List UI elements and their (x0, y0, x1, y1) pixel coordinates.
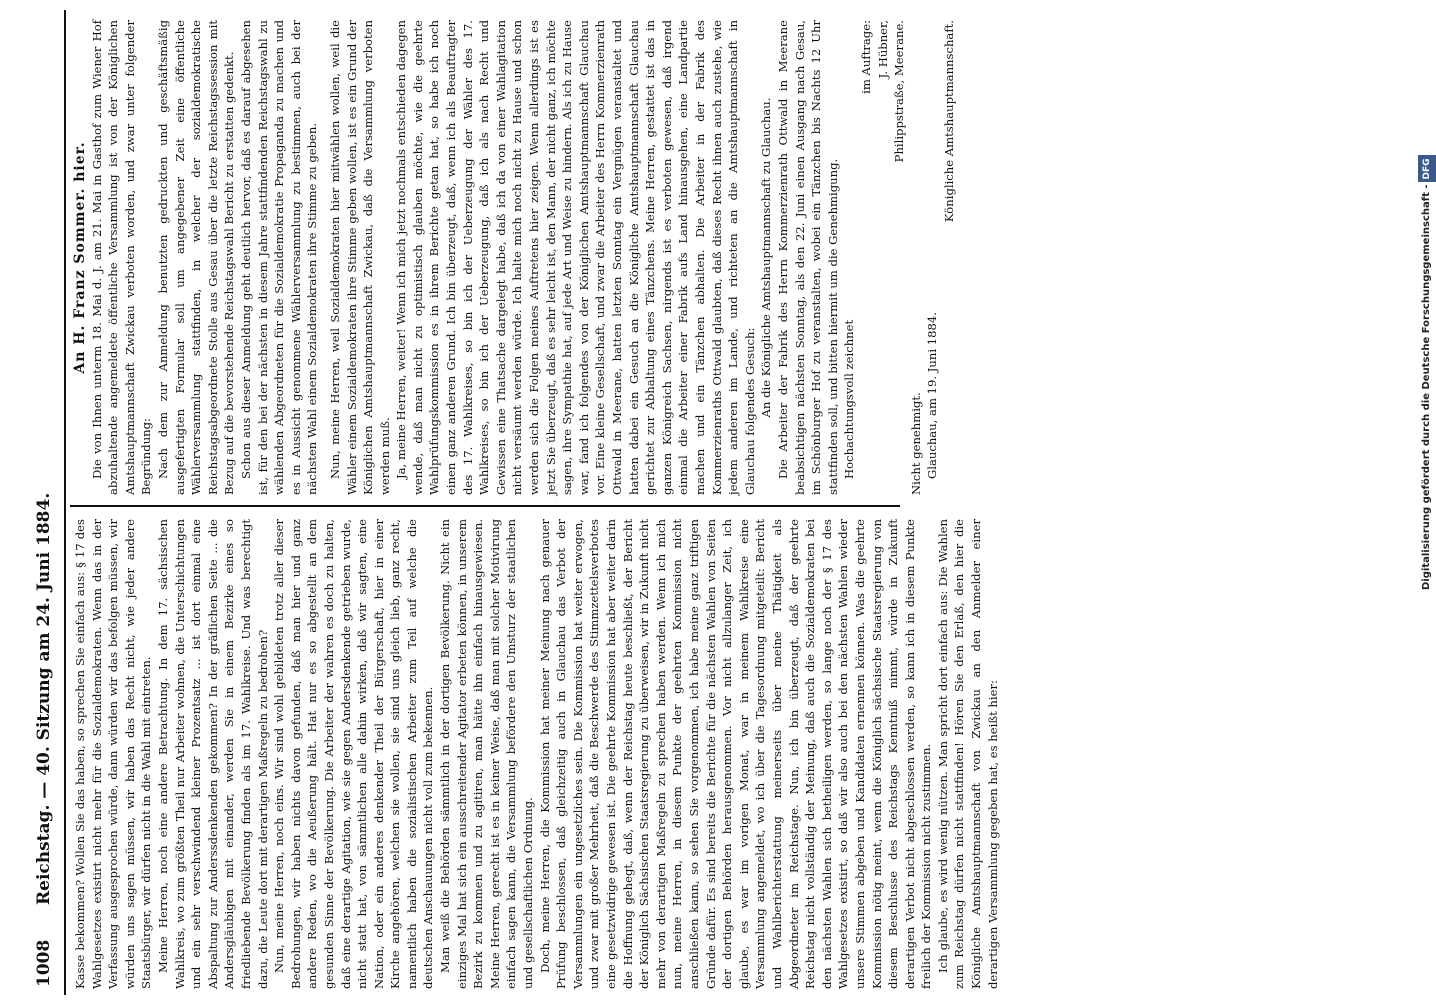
column-divider (70, 505, 900, 507)
paragraph: Meine Herren, noch eine andere Betrachtung. In dem 17. sächsischen Wahlkreis, wo zum größten Theil nur Arbeiter wohnen, die Unterschichtungen und ein sehr verschwindend kleiner Prozentsatz ... ist dort einmal eine Abspaltung zur Anderssdenkenden gekommen? In der gräflichen Seite ... die Andersgläubigen mit einander, werden Sie in einem Bezirke eines so friedliebende Bevölkerung finden als im 17. Wahlkreise. Und was berechtigt dazu, die Leute dort mit derartigen Maßregeln zu bedrohen? (155, 519, 270, 989)
running-head: Reichstag. — 40. Sitzung am 24. Juni 1884. (34, 492, 54, 905)
paragraph: Ich glaube, es wird wenig nützen. Man spricht dort einfach aus: Die Wahlen zum Reichstag dürfen nicht stattfinden! Hören Sie den Erlaß, den hier die Königliche Amtshauptmannschaft von Zwickau an den Anmelder einer derartigen Versammlung gegeben hat, es heißt hier: (935, 519, 1000, 989)
signature-line: im Auftrage: (858, 20, 873, 94)
paragraph: Nun, meine Herren, noch eins. Wir sind wohl gebildeten trotz aller dieser Bedrohungen, wir haben nichts davon gefunden, daß man hier und ganz andere Reden, wo die Aeußerung hält. Hat nur es so abgestellt an dem gesunden Sinne der Bevölkerung. Die Arbeiter der wahren es doch zu halten, daß eine derartige Agitation, wie sie gegen Andersdenkende getrieben wurde, nicht statt hat, von sämmtlichen alle dahin wirken, daß wir sagten, eine Nation, oder ein anderes denkender Theil der Bürgerschaft, hier in einer Kirche angehören, welchen sie wollen, sie sind uns gleich lieb, ganz recht, namentlich haben die sozialistischen Arbeiter zum Teil auf welche die deutschen Anschauungen nicht voll zum bekennen. (272, 519, 436, 989)
letter-address: An H. Franz Sommer. hier. (72, 141, 88, 374)
paragraph: Man weiß die Behörden sämmtlich in der dortigen Bevölkerung. Nicht ein einziges Mal hat sich ein ausschreitender Agitator erbeten können, in unserem Bezirk zu kommen und zu agitiren, man hätte ihn einfach hinausgewiesen. Meine Herren, gerecht ist es in keiner Weise, daß man mit solcher Motivirung einfach sagen kann, die Versammlung befördere den Umsturz der staatlichen und gesellschaftlichen Ordnung. (438, 519, 536, 989)
paragraph: Ja, meine Herren, weiter! Wenn ich mich jetzt nochmals entschieden dagegen wende, daß man nicht zu optimistisch glauben möchte, wie die geehrte Wahlprüfungskommission es in ihrem Berichte getan hat, so habe ich noch einen ganz anderen Grund. Ich bin überzeugt, daß, wenn ich als Beauftragter des 17. Wahlkreises, so bin ich der Ueberzeugung der Wähler des 17. Wahlkreises, so bin ich der Ueberzeugung, daß ich als nach Recht und Gewissen eine Thatsache dargelegt habe, daß ich da von einer Wahlagitation nicht versäumt werden würde. Ich halte mich noch nicht zu Hause und schon werden sich die Folgen meines Auftretens hier zeigen. Wenn allerdings ist es jetzt Sie überzeugt, daß es sehr leicht ist, den Mann, der nicht ganz, ich möchte sagen, ihre Sympathie hat, auf jede Art und Weise zu hindern. Als ich zu Hause war, fand ich folgendes von der Königlichen Amtshauptmannschaft Glauchau vor. Eine kleine Gesellschaft, und zwar die Arbeiter des Herrn Kommerzienrath Ottwald in Meerane, hatten letzten Sonntag ein Vergnügen veranstaltet und hatten dabei ein Gesuch an die Königliche Amtshauptmannschaft Glauchau gerichtet zur Abhaltung eines Tänzchens. Meine Herren, gestattet ist das in ganzen Königreich Sachsen, nirgends ist es verboten gewesen, daß irgend einmal die Arbeiter einer Fabrik aufs Land hinausgehen, eine Landpartie machen und ein Tänzchen abhalten. Die Arbeiter in der Fabrik des Kommerzienraths Ottwald glaubten, daß dieses Recht ihnen auch zustehe, wie jedem anderen im Lande, und richteten an die Amtshauptmannschaft in Glauchau folgendes Gesuch: (394, 20, 757, 495)
closing-line: Nicht genehmigt. (908, 392, 923, 495)
closing-line: Glauchau, am 19. Juni 1884. (925, 312, 940, 479)
paragraph: Schon aus dieser Anmeldung geht deutlich hervor, daß es darauf abgesehen ist, für den bei der nächsten in diesem Jahre stattfindenden Reichstagswahl zu wählenden Abgeordneten für die Sozialdemokratie Propaganda zu machen und es in Aussicht genommene Wählerversammlung zu bestimmen, auch bei der nächsten Wahl einem Sozialdemokraten ihre Stimme zu geben. (238, 20, 320, 495)
dfg-logo: DFG (1418, 155, 1436, 182)
paragraph: Die Arbeiter der Fabrik des Herrn Kommerzienrath Ottwald in Meerane beabsichtigen nächsten Sonntag, als den 22. Juni einen Ausgang nach Gesau, im Schönburger Hof zu veranstalten, wobei ein Tänzchen bis Nachts 12 Uhr stattfinden soll, und bitten hiermit um die Genehmigung. (775, 20, 840, 495)
signature-line: J. Hübner, (875, 20, 890, 79)
header-rule (64, 10, 66, 995)
paragraph: Die von Ihnen unterm 18. Mai d. J. am 21. Mai in Gasthof zum Wiener Hof abzuhaltende angemeldete öffentliche Versammlung ist von der Königlichen Amtshauptmannschaft Zwickau verboten worden, und zwar unter folgender Begründung: (89, 20, 154, 495)
left-column (72, 519, 1000, 989)
paragraph: Nach dem zur Anmeldung benutzten gedruckten und geschäftsmäßig ausgefertigten Formular soll um angegebener Zeit eine öffentliche Wählerversammlung stattfinden, in welcher der sozialdemokratische Reichstagsabgeordnete Stolle aus Gesau über die letzte Reichstagssession mit Bezug auf die bevorstehende Reichstagswahl Bericht zu erstatten gedenkt. (155, 20, 237, 495)
paragraph: Nun, meine Herren, weil Sozialdemokraten hier mitwählen wollen, weil die Wähler einem Sozialdemokraten ihre Stimme geben wollen, ist es ein Grund der Königlichen Amtshauptmannschaft Zwickau, daß die Versammlung verboten werden muß. (327, 20, 392, 495)
paragraph: Kasse bekommen? Wollen Sie das haben, so sprechen Sie einfach aus: § 17 des Wahlgesetzes existirt nicht mehr für die Sozialdemokraten. Wenn das in der Verfassung ausgesprochen würde, dann würden wir das befolgen müssen, wir würden uns sagen müssen, wir haben das Recht nicht, wie jeder andere Staatsbürger, wir dürfen nicht in die Wahl mit eintreten. (73, 519, 154, 989)
letter-recipient: An die Königliche Amtshauptmannschaft zu Glauchau. (759, 97, 774, 418)
closing-line: Königliche Amtshauptmannschaft. (941, 20, 956, 223)
page-header (28, 10, 68, 995)
signature-line: Philippstraße, Meerane. (892, 20, 907, 163)
right-column (72, 20, 956, 495)
paragraph: Hochachtungsvoll zeichnet (842, 319, 857, 479)
rotated-page-content (20, 10, 1390, 995)
page-number: 1008 (34, 939, 54, 987)
credit-text: Digitalisierung gefördert durch die Deutsche Forschungsgemeinschaft - (1421, 184, 1432, 590)
paragraph: Doch, meine Herren, die Kommission hat meiner Meinung nach genauer Prüfung beschlossen, daß gleichzeitig auch in Glauchau das Verbot der Versammlungen ein ungesetzliches sein. Die Kommission hat weiter erwogen, und zwar mit großer Mehrheit, daß die Beschwerde des Stimmzettelsverbotes eine gesetzwidrige gewesen ist. Die geehrte Kommission hat aber weiter darin die Hoffnung gehegt, daß, wenn der Reichstag heute beschließt, der Bericht der Königlich Sächsischen Staatsregierung zu überweisen, wir in Zukunft nicht mehr von derartigen Maßregeln zu sprechen haben werden. Wenn ich mich nun, meine Herren, in diesem Punkte der geehrten Kommission nicht anschließen kann, so sehen Sie vorgenommen, ich habe meine ganz triftigen Gründe dafür. Es sind bereits die Berichte für die nächsten Wahlen von Seiten der dortigen Behörden herausgenommen. Vor nicht allzulanger Zeit, ich glaube, es war im vorigen Monat, war in meinem Wahlkreise eine Versammlung angemeldet, wo ich über die Tagesordnung mitgeteilt: Bericht und Wahlberichterstattung meinerseits über meine Thätigkeit als Abgeordneter im Reichstage. Nun, ich bin überzeugt, daß der geehrte Reichstag nicht vollständig der Meinung, daß auch die Sozialdemokraten bei den nächsten Wahlen sich betheiligen werden, so lange noch der § 17 des Wahlgesetzes existirt, so daß wir also auch bei den nächsten Wahlen wieder unsere Stimmen abgeben und Kandidaten ernennen können. Was die geehrte Kommission nötig meint, wenn die Königlich sächsische Staatsregierung von diesem Beschlusse des Reichstags Kenntniß nimmt, würde in Zukunft derartigen Verbot nicht abgeschlossen werden, so kann ich in diesem Punkte freilich der Kommission nicht zustimmen. (537, 519, 934, 989)
digitization-credit (1418, 30, 1436, 590)
